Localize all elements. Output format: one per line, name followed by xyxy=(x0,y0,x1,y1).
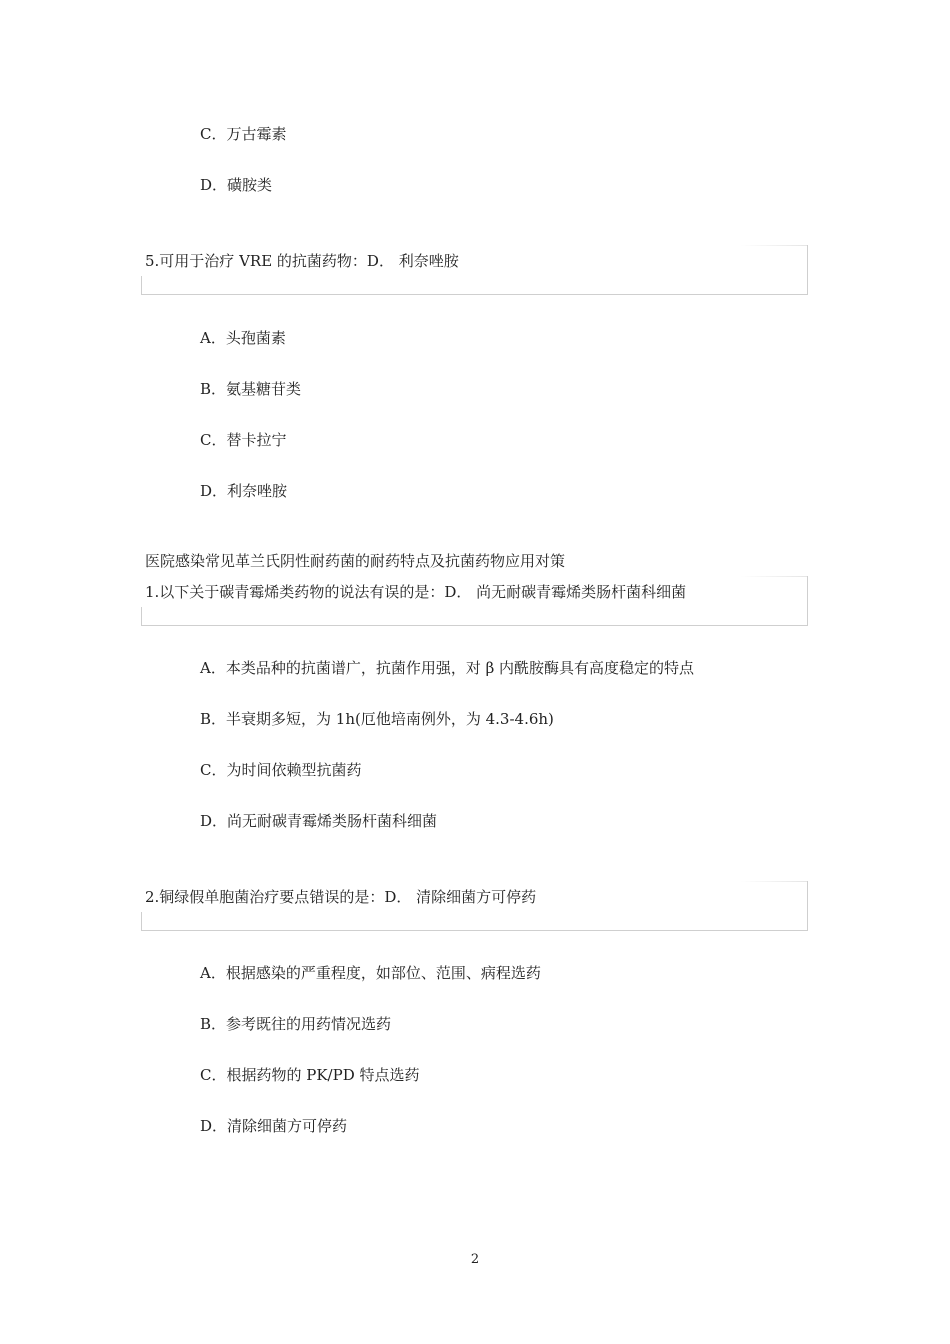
option-d-sulfonamides: D．磺胺类 xyxy=(200,176,273,194)
s2q1-option-b: B．半衰期多短，为 1h(厄他培南例外，为 4.3-4.6h) xyxy=(200,710,554,728)
section-title: 医院感染常见革兰氏阴性耐药菌的耐药特点及抗菌药物应用对策 xyxy=(145,552,566,570)
s2q1-option-d: D．尚无耐碳青霉烯类肠杆菌科细菌 xyxy=(200,812,438,830)
question-box-s2q2 xyxy=(141,881,808,931)
question-box-q5 xyxy=(141,245,808,295)
s2q2-option-d: D．清除细菌方可停药 xyxy=(200,1117,348,1135)
s2q2-option-b: B．参考既往的用药情况选药 xyxy=(200,1015,392,1033)
q5-option-d: D．利奈唑胺 xyxy=(200,482,288,500)
s2q2-option-c: C．根据药物的 PK/PD 特点选药 xyxy=(200,1066,420,1084)
question-box-s2q1 xyxy=(141,576,808,626)
option-c-vancomycin: C．万古霉素 xyxy=(200,125,287,143)
q5-option-a: A．头孢菌素 xyxy=(200,329,286,347)
question-text-q5: 5.可用于治疗 VRE 的抗菌药物：D． 利奈唑胺 xyxy=(145,252,459,270)
s2q1-option-a: A．本类品种的抗菌谱广，抗菌作用强，对 β 内酰胺酶具有高度稳定的特点 xyxy=(200,659,695,677)
page-number: 2 xyxy=(470,1252,480,1267)
s2q1-option-c: C．为时间依赖型抗菌药 xyxy=(200,761,362,779)
s2q2-option-a: A．根据感染的严重程度，如部位、范围、病程选药 xyxy=(200,964,541,982)
q5-option-b: B．氨基糖苷类 xyxy=(200,380,302,398)
question-text-s2q1: 1.以下关于碳青霉烯类药物的说法有误的是：D． 尚无耐碳青霉烯类肠杆菌科细菌 xyxy=(145,583,687,601)
q5-option-c: C．替卡拉宁 xyxy=(200,431,287,449)
question-text-s2q2: 2.铜绿假单胞菌治疗要点错误的是：D． 清除细菌方可停药 xyxy=(145,888,537,906)
